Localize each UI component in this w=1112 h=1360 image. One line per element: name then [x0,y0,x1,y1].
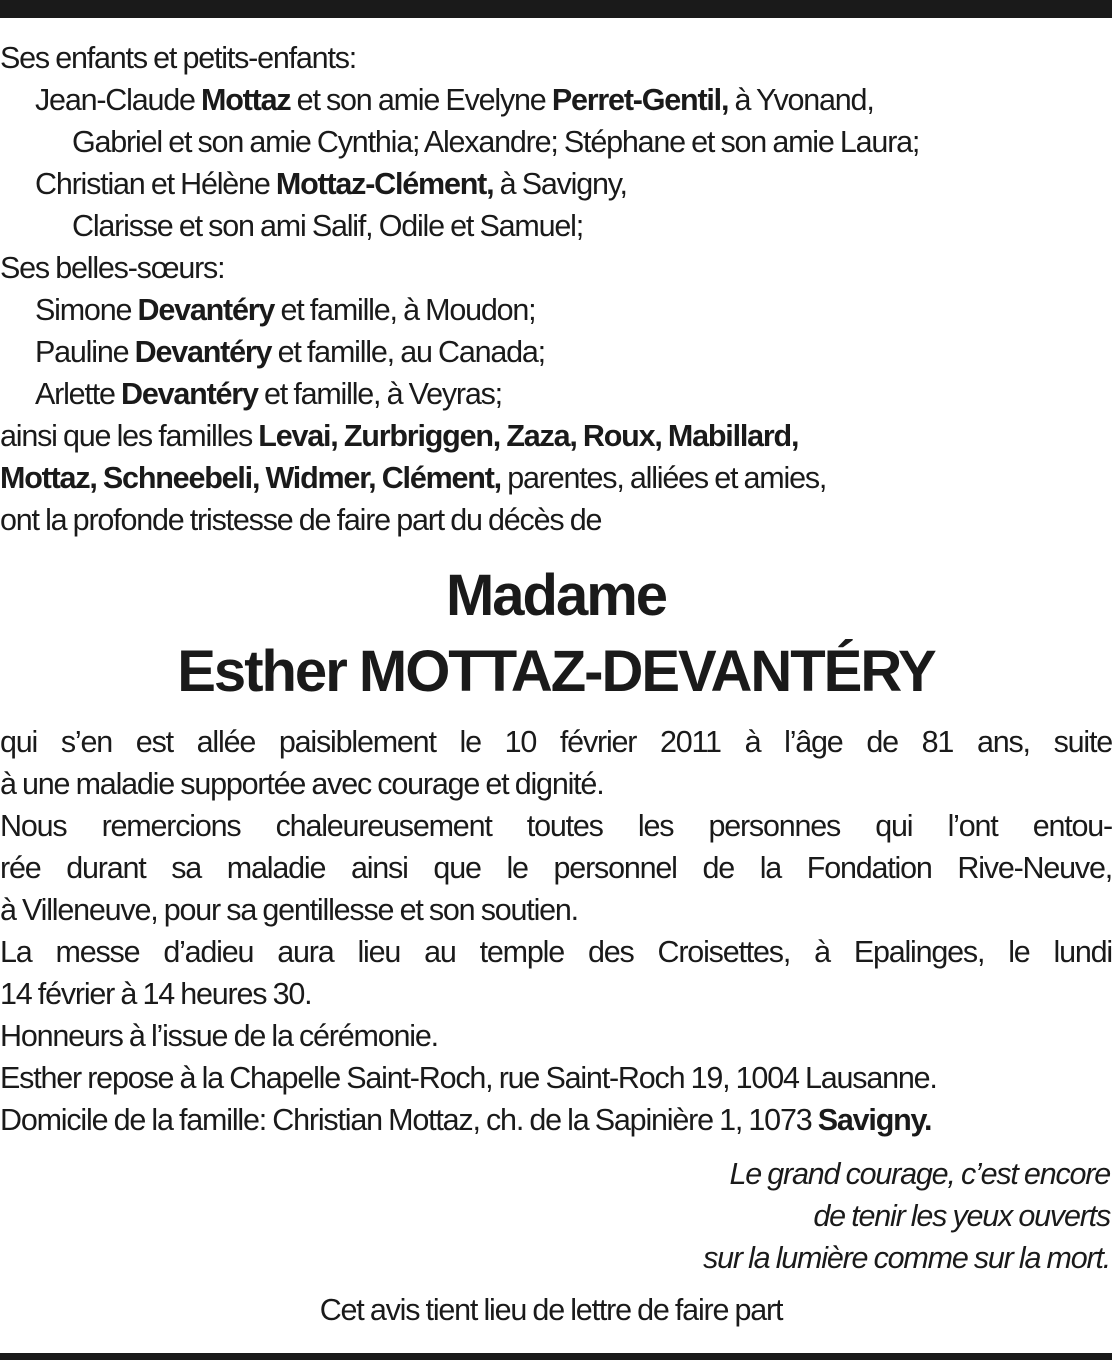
deceased-title-block [0,558,1112,710]
families-line-1: ainsi que les familles Levai, Zurbriggen, Zaza, Roux, Mabillard, [0,419,799,453]
child1-surname: Mottaz [201,83,291,117]
children-heading: Ses enfants et petits-enfants: [0,41,357,75]
deceased-honorific: Madame [445,563,667,628]
body-line: La messe d’adieu aura lieu au temple des Croisettes, à Epalinges, le lundi [0,935,1112,969]
death-notice [0,37,1112,1331]
families-names-1: Levai, Zurbriggen, Zaza, Roux, Mabillard, [258,419,799,453]
body-line: 14 février à 14 heures 30. [0,977,312,1011]
families-names-2: Mottaz, Schneebeli, Widmer, Clément, [0,461,501,495]
closing-quote [0,1153,1112,1279]
families-line-2: Mottaz, Schneebeli, Widmer, Clément, parentes, alliées et amies, [0,461,827,495]
body-line: rée durant sa maladie ainsi que le personnel de la Fondation Rive-Neuve, [0,851,1112,885]
child2-surname: Mottaz-Clément, [275,167,494,201]
body-line: Honneurs à l’issue de la cérémonie. [0,1019,438,1053]
child1-partner-surname: Perret-Gentil, [551,83,729,117]
quote-line: sur la lumière comme sur la mort. [703,1241,1110,1275]
sisters-heading: Ses belles-sœurs: [0,251,225,285]
family-town: Savigny. [817,1103,932,1137]
body-line: Esther repose à la Chapelle Saint-Roch, rue Saint-Roch 19, 1004 Lausanne. [0,1061,937,1095]
sister-line: Arlette Devantéry et famille, à Veyras; [35,377,502,411]
footer-note: Cet avis tient lieu de lettre de faire part [319,1293,783,1327]
top-rule [0,0,1112,18]
body-line: à Villeneuve, pour sa gentillesse et son soutien. [0,893,578,927]
family-address-line: Domicile de la famille: Christian Mottaz, ch. de la Sapinière 1, 1073 Savigny. [0,1103,932,1137]
sister-surname: Devantéry [134,335,272,369]
child2-grandchildren: Clarisse et son ami Salif, Odile et Samuel; [72,209,583,243]
deceased-name: Esther MOTTAZ-DEVANTÉRY [177,639,935,704]
quote-line: Le grand courage, c’est encore [729,1157,1110,1191]
sister-line: Pauline Devantéry et famille, au Canada; [35,335,545,369]
bottom-rule [0,1353,1112,1360]
sister-surname: Devantéry [121,377,258,411]
body-line: qui s’en est allée paisiblement le 10 février 2011 à l’âge de 81 ans, suite [0,725,1112,759]
body-line: à une maladie supportée avec courage et dignité. [0,767,604,801]
sister-surname: Devantéry [137,293,275,327]
body-line: Nous remercions chaleureusement toutes les personnes qui l’ont entou- [0,809,1112,843]
announcement-line: ont la profonde tristesse de faire part du décès de [0,503,602,537]
quote-line: de tenir les yeux ouverts [813,1199,1110,1233]
sister-line: Simone Devantéry et famille, à Moudon; [35,293,536,327]
child1-grandchildren: Gabriel et son amie Cynthia; Alexandre; Stéphane et son amie Laura; [72,125,920,159]
child2-line: Christian et Hélène Mottaz-Clément, à Savigny, [35,167,627,201]
child1-line: Jean-Claude Mottaz et son amie Evelyne Perret-Gentil, à Yvonand, [35,83,874,117]
